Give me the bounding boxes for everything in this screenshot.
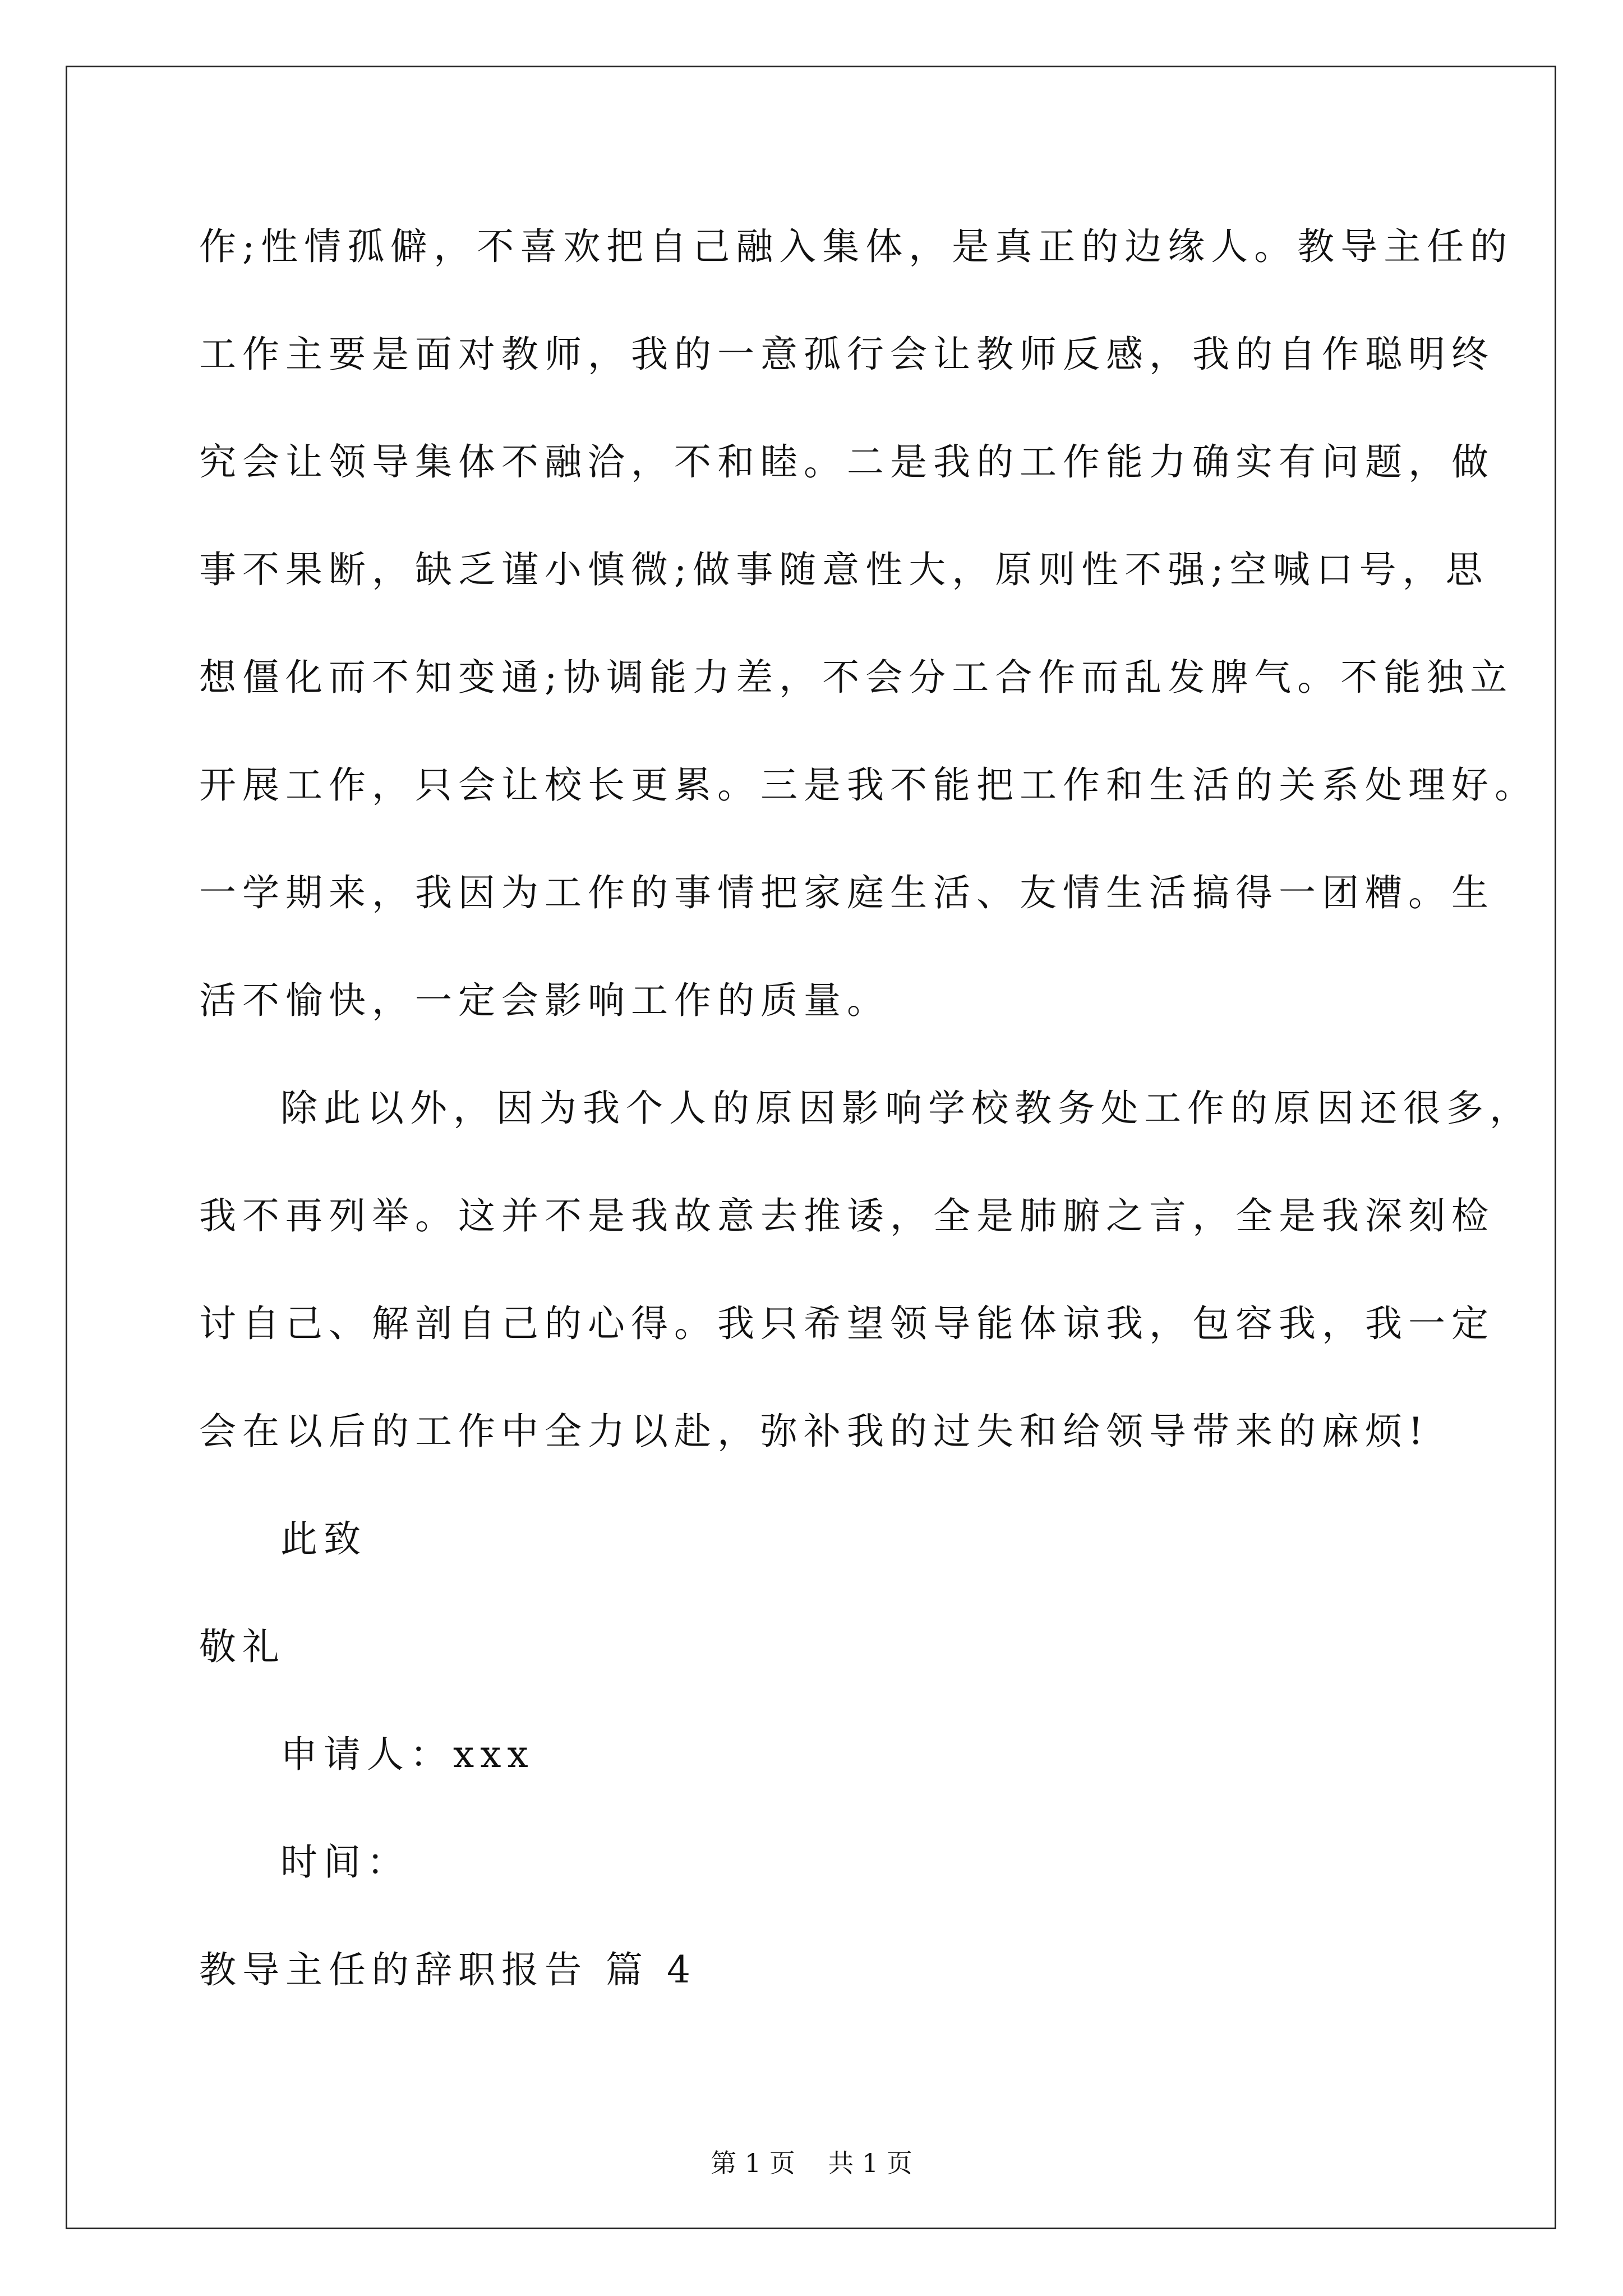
paragraph-line: 一学期来，我因为工作的事情把家庭生活、友情生活搞得一团糟。生: [199, 871, 1495, 914]
paragraph-line: 作;性情孤僻，不喜欢把自己融入集体，是真正的边缘人。教导主任的: [199, 225, 1514, 268]
paragraph-line: 我不再列举。这并不是我故意去推诿，全是肺腑之言，全是我深刻检: [199, 1194, 1495, 1237]
next-section-title: 教导主任的辞职报告 篇 4: [199, 1948, 697, 1991]
paragraph-line: 事不果断，缺乏谨小慎微;做事随意性大，原则性不强;空喊口号，思: [199, 548, 1489, 591]
document-body: [199, 216, 1538, 2047]
page-footer: 第 1 页 共 1 页: [711, 2148, 912, 2178]
paragraph-line: 会在以后的工作中全力以赴，弥补我的过失和给领导带来的麻烦!: [199, 1410, 1430, 1453]
paragraph-line: 除此以外，因为我个人的原因影响学校教务处工作的原因还很多，: [280, 1087, 1533, 1130]
paragraph-line: 开展工作，只会让校长更累。三是我不能把工作和生活的关系处理好。: [199, 763, 1538, 807]
paragraph-line: 讨自己、解剖自己的心得。我只希望领导能体谅我，包容我，我一定: [199, 1302, 1495, 1345]
closing-regards: 敬礼: [199, 1625, 285, 1668]
date-line: 时间：: [280, 1841, 410, 1884]
paragraph-line: 工作主要是面对教师，我的一意孤行会让教师反感，我的自作聪明终: [199, 333, 1495, 376]
closing-salutation: 此致: [280, 1517, 367, 1561]
paragraph-line: 想僵化而不知变通;协调能力差，不会分工合作而乱发脾气。不能独立: [199, 656, 1514, 699]
paragraph-line: 究会让领导集体不融洽，不和睦。二是我的工作能力确实有问题，做: [199, 440, 1495, 484]
paragraph-line: 活不愉快，一定会影响工作的质量。: [199, 979, 890, 1022]
applicant-line: 申请人：xxx: [280, 1733, 534, 1776]
